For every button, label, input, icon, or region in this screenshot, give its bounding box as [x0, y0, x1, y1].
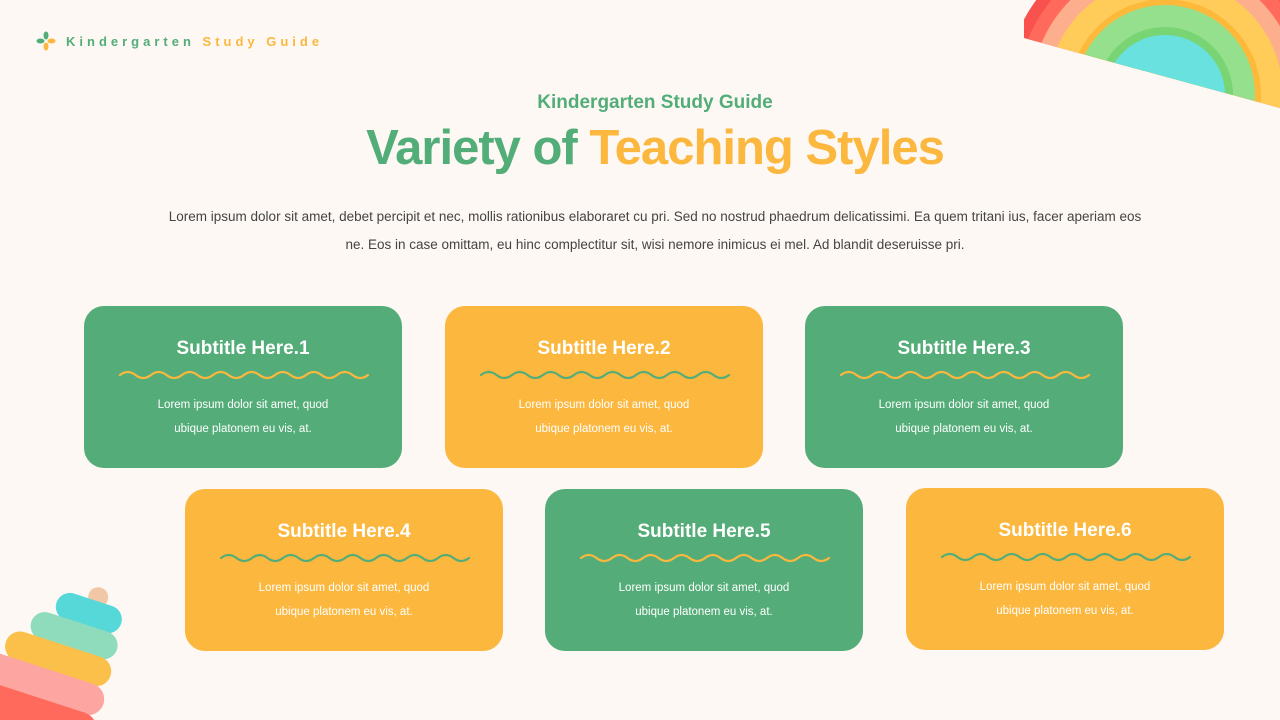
card-text-line1: Lorem ipsum dolor sit amet, quod [618, 582, 790, 594]
wavy-divider [219, 551, 471, 565]
description-text: Lorem ipsum dolor sit amet, debet percipit et nec, mollis rationibus elaboraret cu pri. Sed no nostrud phaedrum delicatissimi. Ea quem tritani ius, facer aperiam eos ne. Eos in case omittam, eu hinc complectitur sit, wisi nemore inimicus ei mel. Ad blandit deseruisse pri. [168, 209, 1142, 252]
wavy-divider [839, 368, 1091, 382]
card-title: Subtitle Here.1 [176, 338, 310, 359]
card-text-line1: Lorem ipsum dolor sit amet, quod [979, 581, 1151, 593]
card-text-line2: ubique platonem eu vis, at. [635, 606, 773, 618]
card-text-line2: ubique platonem eu vis, at. [535, 423, 673, 435]
brand-name-part2: Study Guide [202, 33, 324, 49]
card-title: Subtitle Here.3 [897, 338, 1031, 359]
kicker-heading: Kindergarten Study Guide [537, 92, 773, 113]
card-text-line2: ubique platonem eu vis, at. [275, 606, 413, 618]
card-text-line1: Lorem ipsum dolor sit amet, quod [157, 399, 329, 411]
card-title: Subtitle Here.5 [637, 521, 771, 542]
card-text [185, 576, 503, 624]
subtitle-card-1 [84, 306, 402, 468]
card-title: Subtitle Here.4 [277, 521, 411, 542]
title-part1: Variety of [366, 121, 577, 175]
card-text [84, 393, 402, 441]
card-text-line1: Lorem ipsum dolor sit amet, quod [258, 582, 430, 594]
card-text-line2: ubique platonem eu vis, at. [996, 605, 1134, 617]
card-title: Subtitle Here.6 [998, 520, 1132, 541]
card-title: Subtitle Here.2 [537, 338, 671, 359]
card-text-line1: Lorem ipsum dolor sit amet, quod [518, 399, 690, 411]
subtitle-card-4 [185, 489, 503, 651]
subtitle-card-6 [906, 488, 1224, 650]
stacking-rings-decoration [0, 580, 130, 720]
wavy-divider [579, 551, 831, 565]
brand-header [36, 31, 323, 51]
card-text-line2: ubique platonem eu vis, at. [895, 423, 1033, 435]
card-text-line1: Lorem ipsum dolor sit amet, quod [878, 399, 1050, 411]
brand-name-part1: Kindergarten [66, 33, 195, 49]
wavy-divider [479, 368, 731, 382]
card-text [805, 393, 1123, 441]
flower-logo-icon [36, 31, 56, 51]
subtitle-card-5 [545, 489, 863, 651]
title-part2: Teaching Styles [589, 121, 944, 175]
card-text-line2: ubique platonem eu vis, at. [174, 423, 312, 435]
subtitle-card-2 [445, 306, 763, 468]
card-text [906, 575, 1224, 623]
card-text [545, 576, 863, 624]
page-title [0, 120, 1280, 176]
wavy-divider [940, 550, 1192, 564]
subtitle-card-3 [805, 306, 1123, 468]
card-text [445, 393, 763, 441]
wavy-divider [118, 368, 370, 382]
